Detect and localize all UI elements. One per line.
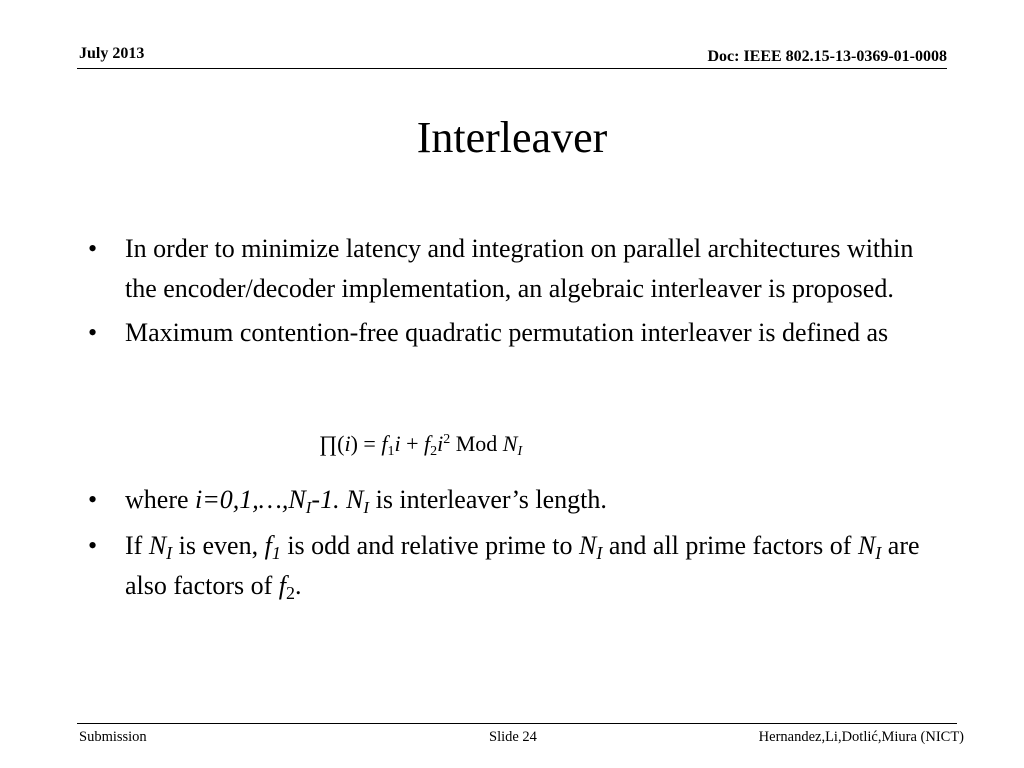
formula-i-linear: i [394, 431, 401, 456]
b4-part-6: . [295, 571, 302, 600]
b3-index-expr: i=0,1,…,N [195, 485, 306, 514]
b4-f-2-sub: 2 [286, 583, 296, 603]
formula-f2: f [423, 431, 431, 456]
b4-n-1-sub: I [166, 543, 173, 563]
formula-i-quadratic: i [437, 431, 444, 456]
b3-part-1: where [125, 485, 196, 514]
interleaver-formula [319, 422, 522, 470]
footer-slide-number: Slide 24 [489, 729, 537, 745]
b4-n-2: N [579, 531, 597, 560]
header-divider [77, 68, 947, 69]
b4-n-3: N [857, 531, 876, 560]
b4-n-3-sub: I [875, 543, 882, 563]
formula-exponent: 2 [443, 432, 451, 447]
footer-submission: Submission [79, 729, 147, 745]
bullet-latency [88, 229, 928, 309]
formula-mod: Mod [450, 431, 503, 456]
b4-n-2-sub: I [596, 543, 603, 563]
b4-part-3: is odd and relative prime to [280, 531, 580, 560]
bullet-definition-text: Maximum contention-free quadratic permutation interleaver is defined as [125, 318, 889, 347]
bullet-list-top [88, 229, 928, 353]
b4-f-1: f [264, 531, 272, 560]
b4-part-5: are also factors of [125, 531, 920, 600]
b3-rest: is interleaver’s length. [369, 485, 607, 514]
bullet-marker: • [88, 531, 98, 560]
b3-minus-n: -1. N [311, 485, 364, 514]
bullet-index-range-text [125, 485, 607, 517]
b4-f-2: f [278, 571, 287, 600]
bullet-conditions-text [125, 531, 920, 603]
formula-n-sub: I [517, 444, 523, 459]
formula-f2-sub: 2 [430, 444, 438, 459]
formula-equals: ) = [350, 431, 382, 456]
footer-divider [77, 723, 957, 724]
b4-f-1-sub: 1 [271, 543, 281, 563]
header-date: July 2013 [79, 45, 145, 62]
formula-f1-sub: 1 [387, 444, 395, 459]
bullet-marker: • [88, 318, 98, 347]
formula-lparen: ( [337, 431, 345, 456]
formula-f1: f [381, 431, 388, 456]
bullet-conditions [88, 526, 948, 606]
header-doc-id: Doc: IEEE 802.15-13-0369-01-0008 [707, 48, 947, 65]
b4-part-1: If [125, 531, 149, 560]
footer-authors: Hernandez,Li,Dotlić,Miura (NICT) [758, 729, 964, 745]
bullet-definition [88, 313, 928, 353]
b4-part-2: is even, [172, 531, 265, 560]
b3-sub-1: I [305, 498, 312, 517]
formula-plus: + [400, 431, 424, 456]
bullet-latency-text: In order to minimize latency and integration on parallel architectures within the encoder/decoder implementation, an algebraic interleaver is proposed. [125, 234, 914, 303]
b4-part-4: and all prime factors of [602, 531, 858, 560]
formula-n: N [502, 431, 518, 456]
bullet-index-range [88, 480, 948, 520]
slide-title: Interleaver [416, 113, 608, 162]
bullet-marker: • [88, 234, 98, 263]
formula-i: i [344, 431, 351, 456]
bullet-marker: • [88, 485, 98, 514]
b3-sub-2: I [363, 498, 370, 517]
product-symbol: ∏ [319, 431, 338, 456]
b4-n-1: N [148, 531, 167, 560]
bullet-list-bottom [88, 480, 948, 606]
